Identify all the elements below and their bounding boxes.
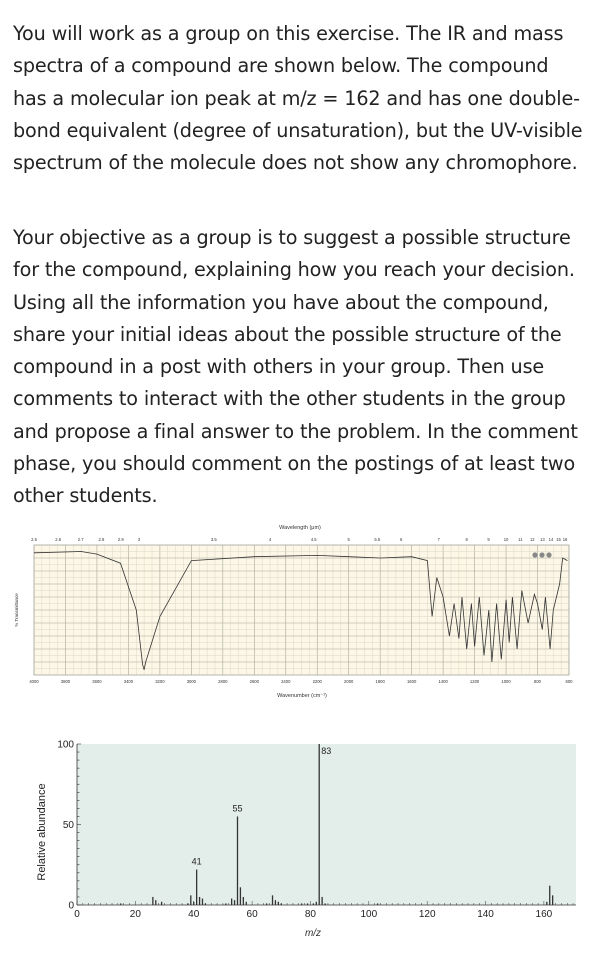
ms-peak-label: 55 xyxy=(232,803,243,814)
ir-wavenumber-tick: 3000 xyxy=(186,679,197,684)
ir-wavenumber-tick: 1800 xyxy=(375,679,385,684)
ir-mass-dots-icon xyxy=(532,552,551,557)
ir-wavenumber-tick: 3200 xyxy=(155,679,165,684)
ir-wavenumber-tick: 2400 xyxy=(281,679,291,684)
ms-y-tick-label: 0 xyxy=(68,900,74,912)
ir-wavelength-tick: 3 xyxy=(137,537,141,542)
ms-x-tick-label: 140 xyxy=(477,909,494,920)
ir-wavelength-tick: 2.9 xyxy=(117,537,124,542)
ir-wavenumber-tick: 3800 xyxy=(60,679,71,684)
ir-wavelength-tick: 16 xyxy=(562,537,568,542)
ir-spectrum-chart xyxy=(12,520,579,720)
ms-x-tick-label: 0 xyxy=(74,909,80,920)
ms-x-tick-label: 100 xyxy=(360,909,378,920)
ms-y-ticks xyxy=(57,740,74,912)
ir-wavenumber-tick: 2800 xyxy=(218,679,228,684)
ir-wavelength-tick: 14 xyxy=(548,537,554,542)
ir-wavenumber-tick: 1600 xyxy=(406,679,417,684)
ir-wavelength-tick: 4.5 xyxy=(310,537,317,542)
ir-wavenumber-tick: 800 xyxy=(534,679,542,684)
ir-wavelength-tick: 5 xyxy=(347,537,350,542)
ir-wavenumber-tick: 2000 xyxy=(344,679,354,684)
ir-wavelength-tick: 2.8 xyxy=(98,537,105,542)
ms-y-tick-label: 50 xyxy=(62,820,74,831)
ms-x-tick-label: 80 xyxy=(304,909,317,920)
ir-wavelength-tick: 9 xyxy=(487,537,490,542)
ms-y-tick-label: 100 xyxy=(57,739,74,751)
ir-wavelength-tick: 2.5 xyxy=(31,537,37,542)
instructions-paragraph-1: You will work as a group on this exercise. The IR and mass spectra of a compound are shown below. The compound has a molecular ion peak at m/z = 162 and has one double-bond equivalent (degree of unsaturation), but the UV-visible spectrum of the molecule does not show any chromophore. xyxy=(13,22,583,175)
ir-wavelength-tick: 5.5 xyxy=(374,537,381,542)
ir-wavenumber-tick: 1200 xyxy=(469,679,480,684)
ir-wavenumber-tick: 3400 xyxy=(123,679,134,684)
ir-wavelength-tick: 7 xyxy=(437,537,440,542)
ms-x-tick-label: 20 xyxy=(129,909,141,920)
ms-y-label: Relative abundance xyxy=(36,783,48,881)
ir-wavenumber-tick: 2200 xyxy=(312,679,322,684)
ms-x-tick-label: 40 xyxy=(188,909,200,920)
ir-wavenumber-tick: 4000 xyxy=(29,679,39,684)
ir-wavelength-tick: 12 xyxy=(529,537,535,542)
ir-wavelength-tick: 13 xyxy=(540,537,545,542)
ms-peak-label: 83 xyxy=(321,746,332,756)
ir-wavenumber-tick: 2600 xyxy=(249,679,259,684)
ir-wavelength-tick: 4 xyxy=(268,537,272,542)
ms-peak-label: 41 xyxy=(191,856,202,867)
ir-x2-label: Wavelength (μm) xyxy=(279,525,321,531)
ms-x-tick-label: 160 xyxy=(535,909,553,920)
mass-spectrum-chart xyxy=(30,732,585,942)
ir-x-label: Wavenumber (cm⁻¹) xyxy=(277,693,327,699)
ir-wavelength-tick: 3.5 xyxy=(210,537,217,542)
ir-wavenumber-tick: 1400 xyxy=(438,679,448,684)
ir-wavenumber-tick: 3600 xyxy=(92,679,102,684)
ir-wavenumber-tick: 1000 xyxy=(501,679,511,684)
ms-x-ticks xyxy=(74,909,552,920)
ir-wavelength-tick: 11 xyxy=(518,537,523,542)
ir-wavelength-tick: 8 xyxy=(465,537,468,542)
ms-x-tick-label: 60 xyxy=(246,909,258,920)
ir-wavelength-tick: 15 xyxy=(556,537,561,542)
instructions-paragraph-2: Your objective as a group is to suggest a possible structure for the compound, explaining how you reach your decision. Using all the information you have about the compound, share your initial ideas about the possible structure of the compound in a post with others in your group. Then use comments to interact with the other students in the group and propose a final answer to the problem. In the comment phase, you should comment on the postings of at least two other students. xyxy=(13,226,578,508)
ir-wavelength-tick: 2.6 xyxy=(55,537,62,542)
ir-wavenumber-tick: 600 xyxy=(565,679,573,684)
ir-wavelength-tick: 2.7 xyxy=(77,537,84,542)
ir-wavelength-tick: 10 xyxy=(503,537,509,542)
ir-wavelength-tick: 6 xyxy=(399,537,403,542)
ms-x-tick-label: 120 xyxy=(418,909,436,920)
ir-y-label: % Transmittance xyxy=(14,593,19,627)
ms-plot-area xyxy=(77,744,576,905)
ms-x-label: m/z xyxy=(304,928,322,939)
